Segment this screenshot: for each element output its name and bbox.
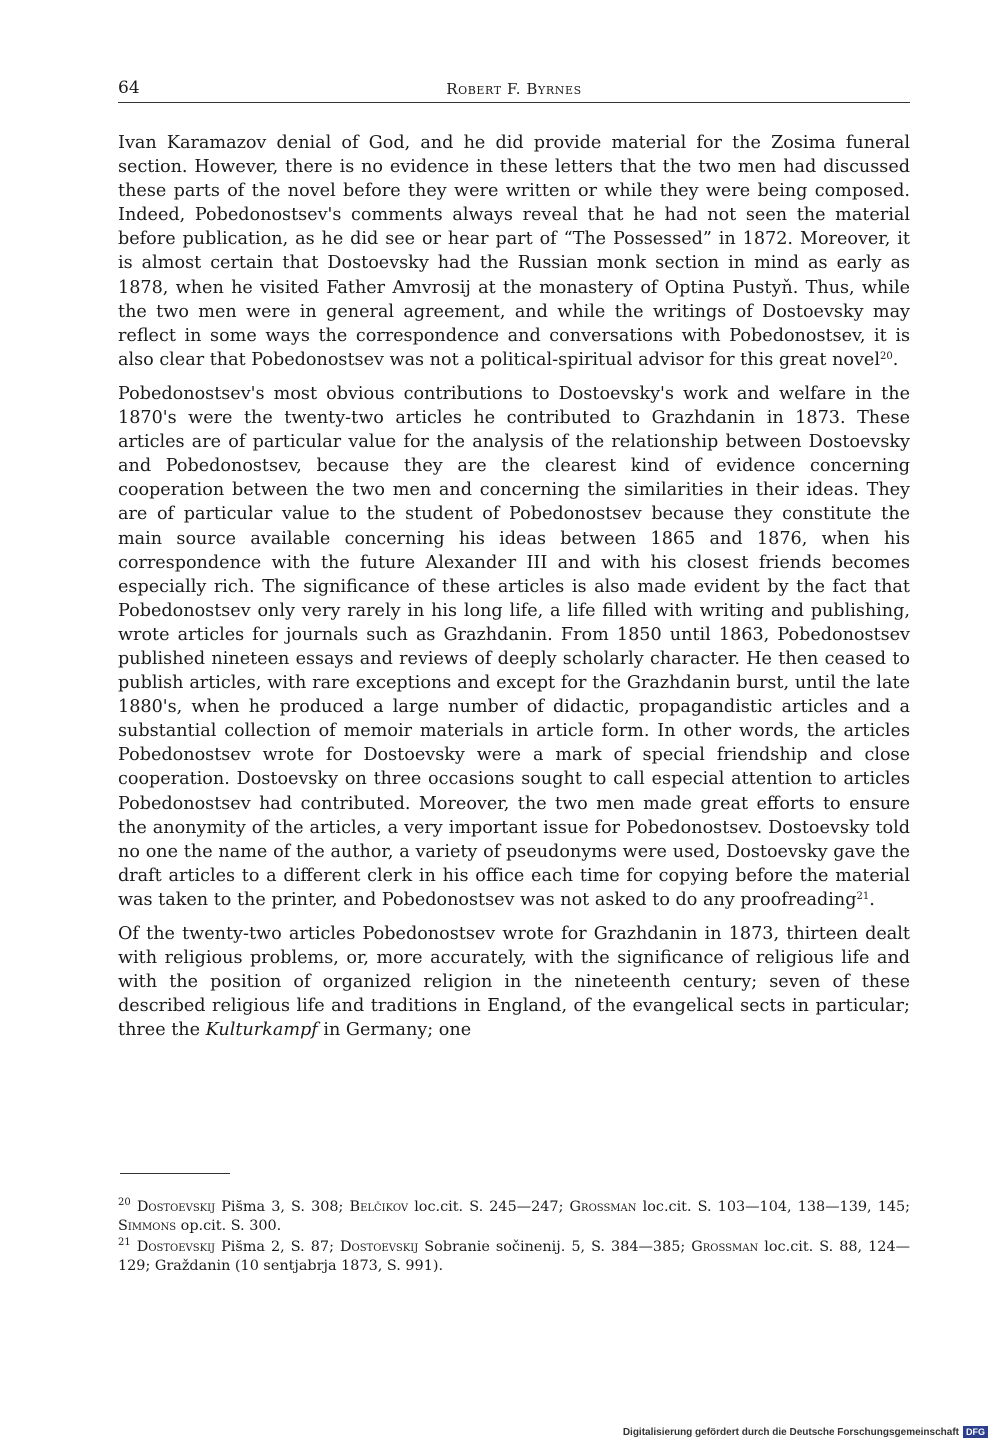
running-header [118, 78, 910, 103]
author-name: Dostoevskij [136, 1199, 216, 1215]
paragraph [118, 922, 910, 1042]
author-name: Grossman [691, 1239, 759, 1255]
paragraph-text: Of the twenty-two articles Pobedonostsev wrote for Grazhdanin in 1873, thirteen dealt with religious problems, or, more accurately, with the significance of religious life and with the position of organized religion in the nineteenth century; seven of these described religious life and traditions in England, of the evangelical sects in particular; three the [118, 924, 910, 1041]
author-name: Dostoevskij [339, 1239, 419, 1255]
footnote-ref: 20 [879, 350, 893, 362]
citation-text: Pis̆ma 3, S. 308; [215, 1199, 350, 1215]
footnote-20 [118, 1198, 910, 1236]
author-name: Belčikov [349, 1199, 409, 1215]
footnote-divider [120, 1173, 230, 1174]
page-number: 64 [118, 78, 140, 98]
citation-text: op.cit. S. 300. [176, 1218, 282, 1234]
paragraph: Pobedonostsev's most obvious contributions to Dostoevsky's work and welfare in the 1870's were the twenty-two articles he contributed to Grazhdanin in 1873. These articles are of particular value for the analysis of the relationship between Dostoevsky and Pobedonostsev, because they are the clearest kind of evidence concerning cooperation between the two men and concerning the similarities in their ideas. They are of particular value to the student of Pobedonostsev because they constitute the main source available concerning his ideas between 1865 and 1876, when his correspondence with the future Alexander III and with his closest friends becomes especially rich. The significance of these articles is also made evident by the fact that Pobedonostsev only very rarely in his long life, a life filled with writing and publishing, wrote articles for journals such as Grazhdanin. From 1850 until 1863, Pobedonostsev published nineteen essays and reviews of deeply scholarly character. He then ceased to publish articles, with rare exceptions and except for the Grazhdanin burst, until the late 1880's, when he produced a large number of didactic, propagandistic articles and a substantial collection of memoir materials in article form. In other words, the articles Pobedonostsev wrote for Dostoevsky were a mark of special friendship and close cooperation. Dostoevsky on three occasions sought to call especial attention to articles Pobedonostsev had contributed. Moreover, the two men made great efforts to ensure the anonymity of the articles, a very important issue for Pobedonostsev. Dostoevsky told no one the name of the author, a variety of pseudonyms were used, Dostoevsky gave the draft articles to a different clerk in his office each time for copying before the material was taken to the printer, and Pobedonostsev was not asked to do any proofreading$^{21}$. [118, 383, 910, 910]
footnote-ref: 21 [856, 890, 870, 902]
body-text [118, 131, 910, 1052]
citation-text: Pis̆ma 2, S. 87; [215, 1239, 340, 1255]
paragraph-text: in Germany; one [317, 1020, 472, 1041]
author-name: Grossman [569, 1199, 637, 1215]
citation-text: loc.cit. S. 88, 124—129; Graždanin (10 sentjabrja 1873, S. 991). [118, 1239, 910, 1274]
citation-text: loc.cit. S. 103—104, 138—139, 145; [636, 1199, 911, 1215]
footnote-marker: 21 [118, 1237, 131, 1248]
citation-text: loc.cit. S. 245—247; [408, 1199, 570, 1215]
author-name: Simmons [118, 1218, 177, 1234]
running-head-author: Robert F. Byrnes [446, 80, 582, 98]
dfg-logo: DFG [963, 1426, 988, 1438]
italic-term: Kulturkampf [205, 1020, 318, 1041]
footnote-marker: 20 [118, 1197, 131, 1208]
citation-text: Sobranie sočinenij. 5, S. 384—385; [418, 1239, 692, 1255]
footnotes [118, 1198, 910, 1278]
paragraph-text: Pobedonostsev's most obvious contributions to Dostoevsky's work and welfare in the 1870's were the twenty-two articles he contributed to Grazhdanin in 1873. These articles are of particular value for the analysis of the relationship between Dostoevsky and Pobedonostsev, because they are the clearest kind of evidence concerning cooperation between the two men and concerning the similarities in their ideas. They are of particular value to the student of Pobedonostsev because they constitute the main source available concerning his ideas between 1865 and 1876, when his correspondence with the future Alexander III and with his closest friends becomes especially rich. The significance of these articles is also made evident by the fact that Pobedonostsev only very rarely in his long life, a life filled with writing and publishing, wrote articles for journals such as Grazhdanin. From 1850 until 1863, Pobedonostsev published nineteen essays and reviews of deeply scholarly character. He then ceased to publish articles, with rare exceptions and except for the Grazhdanin burst, until the late 1880's, when he produced a large number of didactic, propagandistic articles and a substantial collection of memoir materials in article form. In other words, the articles Pobedonostsev wrote for Dostoevsky were a mark of special friendship and close cooperation. Dostoevsky on three occasions sought to call especial attention to articles Pobedonostsev had contributed. Moreover, the two men made great efforts to ensure the anonymity of the articles, a very important issue for Pobedonostsev. Dostoevsky told no one the name of the author, a variety of pseudonyms were used, Dostoevsky gave the draft articles to a different clerk in his office each time for copying before the material was taken to the printer, and Pobedonostsev was not asked to do any proofreading [118, 383, 910, 910]
paragraph-text: Ivan Karamazov denial of God, and he did provide material for the Zosima funeral section. However, there is no evidence in these letters that the two men had discussed these parts of the novel before they were written or while they were being composed. Indeed, Pobedonostsev's comments always reveal that he had not seen the material before publication, as he did see or hear part of “The Possessed” in 1872. Moreover, it is almost certain that Dostoevsky had the Russian monk section in mind as early as 1878, when he visited Father Amvrosij at the monastery of Optina Pustyň. Thus, while the two men were in general agreement, and while the writings of Dostoevsky may reflect in some ways the correspondence and conversations with Pobedonostsev, it is also clear that Pobedonostsev was not a political-spiritual advisor for this great novel [118, 133, 910, 370]
digitization-credit [623, 1426, 988, 1438]
footnote-21 [118, 1238, 910, 1276]
credit-text: Digitalisierung gefördert durch die Deutsche Forschungsgemeinschaft [622, 1426, 959, 1438]
paragraph: Ivan Karamazov denial of God, and he did provide material for the Zosima funeral section. However, there is no evidence in these letters that the two men had discussed these parts of the novel before they were written or while they were being composed. Indeed, Pobedonostsev's comments always reveal that he had not seen the material before publication, as he did see or hear part of “The Possessed” in 1872. Moreover, it is almost certain that Dostoevsky had the Russian monk section in mind as early as 1878, when he visited Father Amvrosij at the monastery of Optina Pustyň. Thus, while the two men were in general agreement, and while the writings of Dostoevsky may reflect in some ways the correspondence and conversations with Pobedonostsev, it is also clear that Pobedonostsev was not a political-spiritual advisor for this great novel$^{20}$. [118, 133, 910, 370]
author-name: Dostoevskij [136, 1239, 216, 1255]
